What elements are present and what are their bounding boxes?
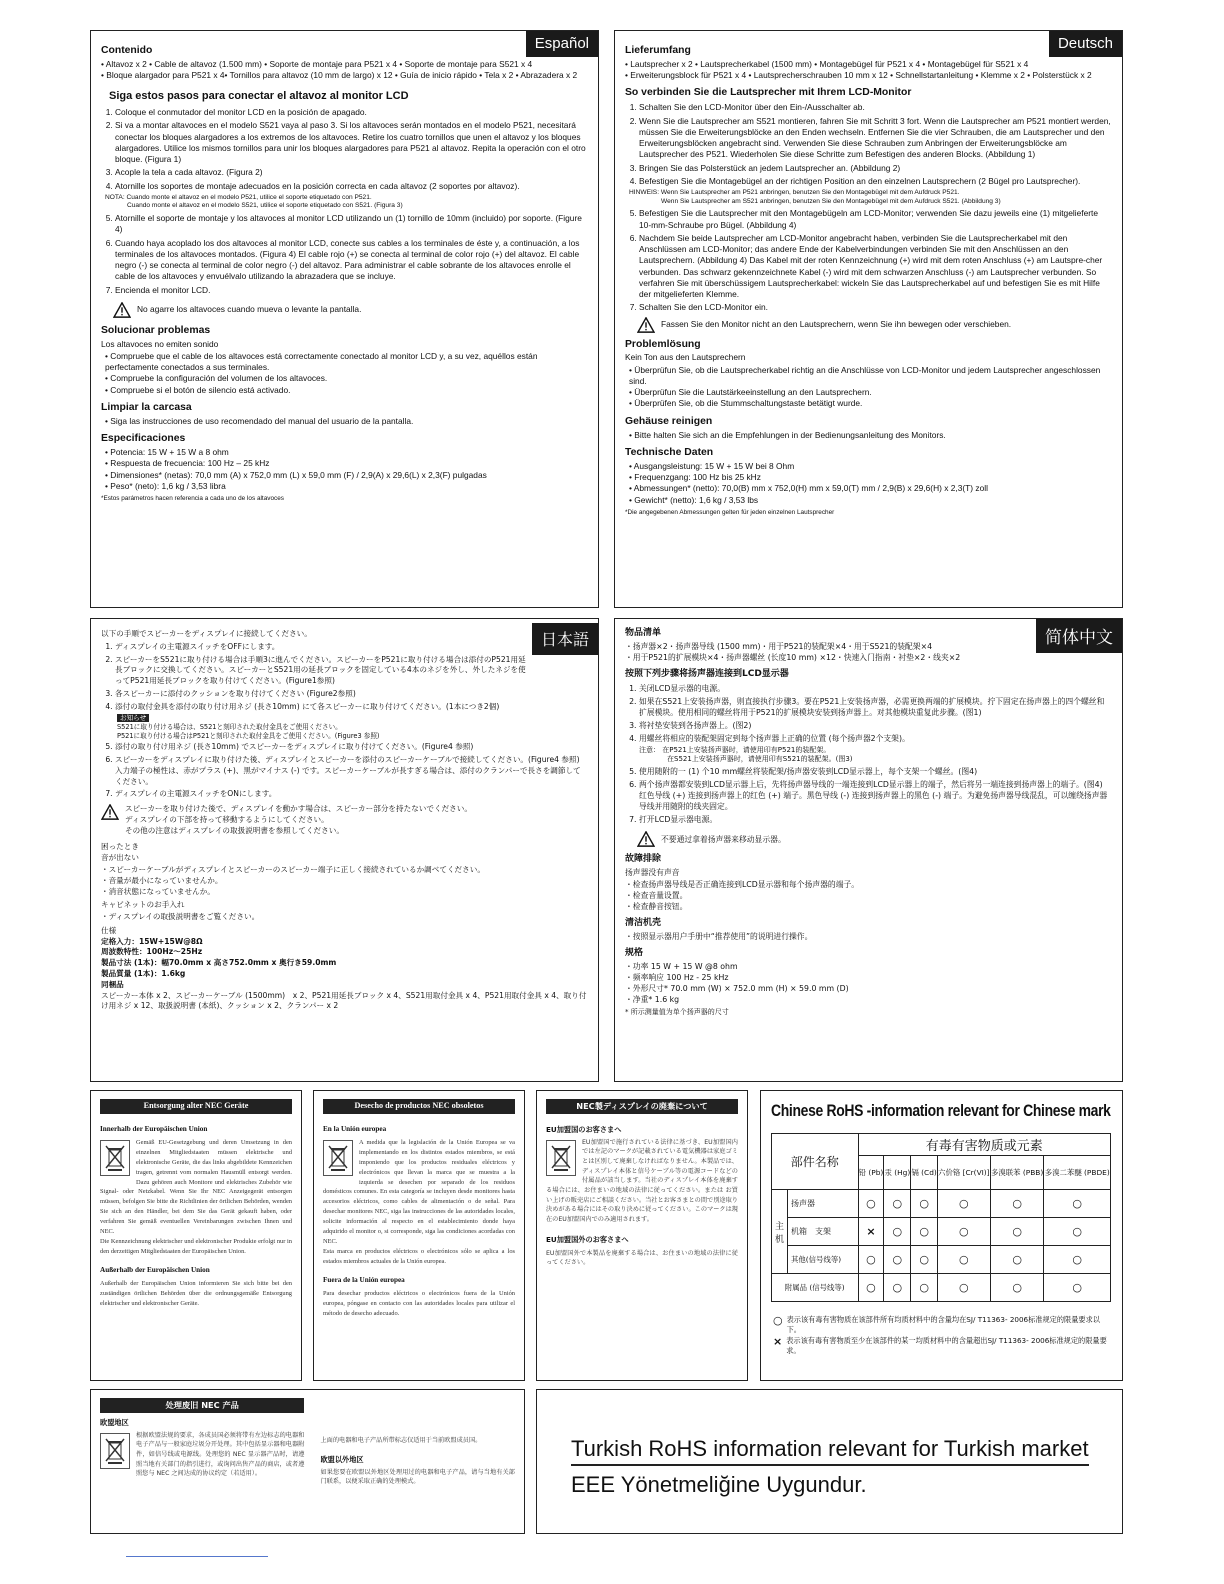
troubleshoot-subtitle: Los altavoces no emiten sonido <box>101 338 219 349</box>
contents-line: • Erweiterungsblock für P521 x 4 • Lautsprecherschrauben 10 mm x 12 • Schnellstartanleitung • Klemme x 2 • Polsterstück x 2 <box>625 70 1092 81</box>
step-item: 4. Befestigen Sie die Montagebügel an der richtigen Position an den einzelnen Lautsprechern (2 Bügel pro Lautsprecher). <box>639 176 1112 187</box>
weee-bin-icon <box>100 1433 130 1469</box>
warning: No agarre los altavoces cuando mueva o levante la pantalla. <box>113 302 588 318</box>
warning: Fassen Sie den Monitor nicht an den Lautsprechern, wenn Sie ihn bewegen oder verschieben. <box>637 317 1112 333</box>
rohs-title: Chinese RoHS -information relevant for Chinese mark <box>771 1101 1111 1120</box>
disposal-title: NEC製ディスプレイの廃棄について <box>546 1099 738 1114</box>
language-tab-spanish: Español <box>526 31 598 57</box>
language-tab-japanese: 日本語 <box>532 623 598 655</box>
step-item: 1. 关闭LCD显示器的电源。 <box>639 683 1112 694</box>
cleaning-title: Gehäuse reinigen <box>625 415 713 427</box>
step-item: 6. 两个扬声器都安装到LCD显示器上后，先将扬声器导线的一端连接到LCD显示器上的端子，然后将另一端连接到扬声器上的端子。(图4) 红色导线 (+) 连接到扬声器上的红色 (+) 端子。黑色导线 (-) 连接到扬声器上的黑色 (-) 端子。为避免扬声器导线混乱，可以缠绕扬声器导线并用随附的线夹固定。 <box>639 779 1112 812</box>
cleaning-title: キャビネットのお手入れ <box>101 900 185 910</box>
intro: 以下の手順でスピーカーをディスプレイに接続してください。 <box>101 629 312 638</box>
panel-spanish <box>90 30 599 608</box>
warning-icon <box>637 831 655 847</box>
step-item: 1. Schalten Sie den LCD-Monitor über den Ein-/Ausschalter ab. <box>639 102 1112 113</box>
specs-title: 仕様 <box>101 925 117 935</box>
step-item: 2. Wenn Sie die Lautsprecher am S521 montieren, fahren Sie mit Schritt 3 fort. Wenn die Lautsprecher am P521 montiert werden, müssen Sie die Erweiterungsblöcke an den Enden wechseln. Entfernen Sie die vier Schrauben, die am Lautsprecher und den Erweiterungsblöcken angebracht sind. Verwenden Sie diese Schrauben zum Anbringen der Erweiterungsblöcke am Lautsprecher des P521. Wiederholen Sie diese Schritte zum Befestigen des anderen Blocks. (Abbildung 1) <box>639 116 1112 161</box>
note: お知らせ S521に取り付ける場合は、S521と刻印された取付金具をご使用ください。 P521に取り付ける場合はP521と刻印された取付金具をご使用ください。(Figure3 参照) <box>117 714 380 740</box>
table-row: 其他(信号线等) ○ ○ ○ ○ ○ ○ <box>772 1246 1111 1274</box>
step-item: 5. Befestigen Sie die Lautsprecher mit den Montagebügeln am LCD-Monitor; verwenden Sie dazu jeweils eine (1) mitgelieferte 10-mm-Schraube pro Bügel. (Abbildung 4) <box>639 208 1112 231</box>
footer-rule <box>126 1556 268 1557</box>
steps-list <box>115 742 588 800</box>
contents-line: ・扬声器×2・扬声器导线 (1500 mm)・用于P521的装配架×4・用于S521的装配架×4 <box>625 641 933 651</box>
step-item: 2. Si va a montar altavoces en el modelo S521 vaya al paso 3. Si los altavoces serán montados en el modelo P521, necesitará conectar los bloques alargadores a los extremos de los altavoces. Retire los cuatro tornillos que unen el altavoz y los bloques alargadores. Utilice los mismos tornillos para unir los bloques alargadores para P521 al altavoz. Repita la operación con el otro bloque. (Figura 1) <box>115 120 588 165</box>
step-item: 4. Atornille los soportes de montaje adecuados en la posición correcta en cada altavoz (2 soportes por altavoz). <box>115 181 588 192</box>
steps-list <box>639 102 1112 187</box>
warning: 不要通过拿着扬声器来移动显示器。 <box>637 831 1112 847</box>
weee-bin-icon <box>100 1140 130 1176</box>
footnote: * 所示测量值为单个扬声器的尺寸 <box>625 1008 729 1017</box>
step-item: 5. Atornille el soporte de montaje y los altavoces al monitor LCD utilizando un (1) tornillo de 10mm (incluido) por soporte. (Figure 4) <box>115 213 588 236</box>
note: NOTA: Cuando monte el altavoz en el modelo P521, utilice el soporte etiquetado con P521. Cuando monte el altavoz en el modelo S521, utilice el soporte etiquetado con S521. (Figura 3) <box>105 193 403 210</box>
contents-line: ・用于P521的扩展模块×4・扬声器螺丝 (长度10 mm) ×12・快速入门指南・衬垫×2・线夹×2 <box>625 652 961 662</box>
step-item: 3. 将衬垫安装到各扬声器上。(图2) <box>639 720 1112 731</box>
troubleshoot-list: • Compruebe que el cable de los altavoces está correctamente conectado al monitor LCD y, a su vez, aquéllos están perfectamente conectados a sus terminales. • Compruebe la configuración del volumen de los altavoces. • Compruebe si el botón de silencio está activado. <box>105 351 588 396</box>
language-tab-chinese: 简体中文 <box>1036 619 1122 653</box>
cleaning-title: 清洁机壳 <box>625 918 662 929</box>
warning: スピーカーを取り付けた後で、ディスプレイを動かす場合は、スピーカー部分を持たないでください。 ディスプレイの下部を持って移動するようにしてください。 その他の注意はディスプレイの取扱説明書を参照してください。 <box>101 804 588 836</box>
step-item: 1. ディスプレイの主電源スイッチをOFFにします。 <box>115 642 528 653</box>
turkish-rohs-title: Turkish RoHS information relevant for Turkish market <box>571 1436 1089 1466</box>
panel-japanese <box>90 618 599 1082</box>
disposal-spanish: Desecho de productos NEC obsoletos En la Unión europea A medida que la legislación de la Unión Europea se va implementando en los distintos estados miembros, se está imponiendo que los productos residuales eléctricos y electrónicos que llevan la marca que se muestra a la izquierda se desechen por separado de los residuos domésticos comunes. En esta categoría se incluyen desde monitores hasta accesorios eléctricos, como cables de alimentación o de señal. Para desechar monitores NEC, siga las instrucciones de las autoridades locales, solicite información al respecto en el establecimiento donde haya adquirido el monitor o, si corresponde, siga las condiciones acordadas con NEC. Esta marca en productos eléctricos o electrónicos sólo se aplica a los estados miembros actuales de la Unión europea. Fuera de la Unión europea Para desechar productos eléctricos o electrónicos fuera de la Unión europea, póngase en contacto con las autoridades locales para utilizar el método de desecho adecuado. <box>313 1090 525 1381</box>
troubleshoot-title: Problemlösung <box>625 338 701 350</box>
turkish-rohs-panel <box>536 1389 1123 1534</box>
steps-list <box>115 107 588 192</box>
steps-title: Siga estos pasos para conectar el altavoz al monitor LCD <box>109 90 409 103</box>
step-item: 5. 添付の取り付け用ネジ (長さ10mm) でスピーカーをディスプレイに取り付けてください。(Figure4 参照) <box>115 742 588 753</box>
step-item: 1. Coloque el conmutador del monitor LCD en la posición de apagado. <box>115 107 588 118</box>
language-tab-german: Deutsch <box>1049 31 1122 57</box>
warning-icon <box>113 302 131 318</box>
step-item: 4. 添付の取付金具を添付の取り付け用ネジ (長さ10mm) にて各スピーカーに取り付けてください。(1本につき2個) <box>115 702 528 713</box>
disposal-title: Entsorgung alter NEC Geräte <box>100 1099 292 1114</box>
step-item: 7. 打开LCD显示器电源。 <box>639 814 1112 825</box>
weee-bin-icon <box>323 1140 353 1176</box>
steps-title: 按照下列步骤将扬声器连接到LCD显示器 <box>625 668 789 679</box>
bundle-title: 同梱品 <box>101 979 124 989</box>
contents-line: • Altavoz x 2 • Cable de altavoz (1.500 mm) • Soporte de montaje para P521 x 4 • Soporte de montaje para S521 x 4 <box>101 58 533 69</box>
bundle-text: スピーカー本体 x 2、スピーカーケーブル (1500mm) x 2、P521用延長ブロック x 4、S521用取付金具 x 4、P521用取付金具 x 4、取り付け用ネジ x 12、取扱説明書 (本紙)、クッション x 2、クランパー x 2 <box>101 990 587 1011</box>
footnote: *Die angegebenen Abmessungen gelten für jeden einzelnen Lautsprecher <box>625 508 835 516</box>
contents-title: Contenido <box>101 45 153 56</box>
specs-list: 定格入力：15W+15W@8Ω 周波数特性：100Hz～25Hz 製品寸法 (1本)：幅70.0mm x 高さ752.0mm x 奥行き59.0mm 製品質量 (1本)：1.6kg <box>101 936 337 978</box>
disposal-japanese: NEC製ディスプレイの廃棄について EU加盟国のお客さまへ EU加盟国で施行されている法律に基づき、EU加盟国内では左記のマークが記載されている電気機器は家庭ゴミとは区別して廃棄しなければなりません。本製品では、ディスプレイ本体と信号ケーブル等の電源コードなどの付属品が該当します。当社のディスプレイ本体を廃棄する場合には、お住まいの地域の法律に従ってください。または お買い上げの販売店にご相談ください。当社とお客さまとの間で別途取り決めがある場合にはその取り決めに従ってください。このマークは現在のEU加盟国内でのみ適用されます。 EU加盟国外のお客さまへ EU加盟国外で本製品を廃棄する場合は、お住まいの地域の法律に従ってください。 <box>536 1090 748 1381</box>
rohs-legend: ○ 表示该有毒有害物质在该部件所有均质材料中的含量均在SJ/ T11363- 2006标准规定的限量要求以下。 × 表示该有毒有害物质至少在该部件的某一均质材料中的含量超出SJ/ T11363- 2006标准规定的限量要求。 <box>773 1314 1107 1356</box>
step-item: 6. Nachdem Sie beide Lautsprecher am LCD-Monitor angebracht haben, verbinden Sie die Lautsprecherkabel mit den Anschlüssen am LCD-Monitor; das andere Ende der Kabelverbindungen verbinden Sie mit den Anschlüssen an den Lautsprechern. (Abbildung 4) Das Kabel mit der roten Kennzeichnung (+) wird mit dem roten Anschluss (+) am Lautspre-cher verbunden. Das schwarz gekennzeichnete Kabel (-) wird mit dem schwarzen Anschluss (-) am Lautsprecher verbunden. So verfahren Sie mit überschüssigem Lautsprecherkabel: wickeln Sie das Lautsprecherkabel auf und befestigen Sie es mit Hilfe der mitgelieferten Klemme. <box>639 233 1112 301</box>
step-item: 3. Acople la tela a cada altavoz. (Figura 2) <box>115 167 588 178</box>
disposal-title: 处理废旧 NEC 产品 <box>100 1398 304 1413</box>
weee-bin-icon <box>546 1140 576 1176</box>
cleaning-text: • Bitte halten Sie sich an die Empfehlungen in der Bedienungsanleitung des Monitors. <box>629 430 1112 441</box>
group-label: 主机 <box>772 1190 788 1274</box>
cleaning-text: • Siga las instrucciones de uso recomendado del manual del usuario de la pantalla. <box>105 416 588 427</box>
contents-title: Lieferumfang <box>625 45 691 56</box>
contents-line: • Lautsprecher x 2 • Lautsprecherkabel (1500 mm) • Montagebügel für P521 x 4 • Montagebügel für S521 x 4 <box>625 58 1029 69</box>
step-item: 7. Encienda el monitor LCD. <box>115 285 588 296</box>
step-item: 5. 使用随附的一 (1) 个10 mm螺丝将装配架/扬声器安装到LCD显示器上，每个支架一个螺丝。(图4) <box>639 766 1112 777</box>
table-row: 附属品 (信号线等) ○ ○ ○ ○ ○ ○ <box>772 1274 1111 1302</box>
part-name-header: 部件名称 <box>772 1134 859 1190</box>
specs-title: Especificaciones <box>101 433 186 445</box>
disposal-title: Desecho de productos NEC obsoletos <box>323 1099 515 1114</box>
step-item: 4. 用螺丝将相应的装配架固定到每个扬声器上正确的位置 (每个扬声器2个支架)。 <box>639 733 1112 744</box>
contents-line: • Bloque alargador para P521 x 4• Tornillos para altavoz (10 mm de largo) x 12 • Guía de inicio rápido • Tela x 2 • Abrazadera x 2 <box>101 70 578 81</box>
hazard-header: 有毒有害物质或元素 <box>858 1134 1110 1156</box>
cleaning-text: ・ 按照显示器用户手册中“推荐使用”的说明进行操作。 <box>625 931 1112 942</box>
turkish-rohs-subtitle: EEE Yönetmeliğine Uygundur. <box>571 1472 867 1497</box>
specs-list: • Ausgangsleistung: 15 W + 15 W bei 8 Ohm • Frequenzgang: 100 Hz bis 25 kHz • Abmessungen* (netto): 70,0(B) mm x 752,0(H) mm x 59,0(T) mm / 2,9(B) x 29,6(H) x 2,3(T) zoll • Gewicht* (netto): 1,6 kg / 3,53 lbs <box>629 461 1112 506</box>
troubleshoot-title: 困ったとき <box>101 842 139 852</box>
step-item: 7. ディスプレイの主電源スイッチをONにします。 <box>115 789 588 800</box>
cleaning-title: Limpiar la carcasa <box>101 401 192 413</box>
contents-title: 物品清单 <box>625 628 662 638</box>
note-label: お知らせ <box>117 714 149 722</box>
steps-title: So verbinden Sie die Lautsprecher mit Ihrem LCD-Monitor <box>625 87 912 99</box>
steps-list <box>639 683 1112 744</box>
specs-list: • Potencia: 15 W + 15 W a 8 ohm • Respuesta de frecuencia: 100 Hz – 25 kHz • Dimensiones* (netas): 70,0 mm (A) x 752,0 mm (L) x 59,0 mm (F) / 2,9(A) x 29,6(L) x 2,3(F) pulgadas • Peso* (neto): 1,6 kg / 3,53 libra <box>105 447 588 492</box>
disposal-german: Entsorgung alter NEC Geräte Innerhalb der Europäischen Union Gemäß EU-Gesetzgebung und deren Umsetzung in den einzelnen Mitgliedstaaten müssen elektrische und elektronische Geräte, die das links abgebildete Kennzeichen tragen, getrennt vom normalen Hausmüll entsorgt werden. Dazu gehören auch Monitore und elektrisches Zubehör wie Signal- oder Netzkabel. Wenn Sie Ihr NEC Anzeigegerät entsorgen müssen, befolgen Sie bitte die Richtlinien der örtlichen Behörden, wenden Sie sich an den Händler, bei dem Sie das Gerät gekauft haben, oder verfahren Sie gemäß eventuellen Vereinbarungen zwischen Ihnen und NEC. Die Kennzeichnung elektrischer und elektronischer Produkte erfolgt nur in den derzeitigen Mitgliedstaaten der Europäischen Union. Außerhalb der Europäischen Union Außerhalb der Europäischen Union informieren Sie sich bitte bei den zuständigen örtlichen Behörden über die ordnungsgemäße Entsorgung elektrischer und elektronischer Geräte. <box>90 1090 302 1381</box>
table-row: 主机 扬声器 ○ ○ ○ ○ ○ ○ <box>772 1190 1111 1218</box>
panel-chinese <box>614 618 1123 1082</box>
step-item: 3. Bringen Sie das Polsterstück an jedem Lautsprecher an. (Abbildung 2) <box>639 163 1112 174</box>
steps-list <box>639 208 1112 313</box>
note: 注意： 在P521上安装扬声器时，请使用印有P521的装配架。 在S521上安装扬声器时，请使用印有S521的装配架。(图3) <box>639 745 853 764</box>
step-item: 6. スピーカーをディスプレイに取り付けた後、ディスプレイとスピーカーを添付のスピーカーケーブルで接続してください。(Figure4 参照) 入力端子の極性は、赤がプラス (+)、黒がマイナス (-) です。スピーカーケーブルが長すぎる場合は、添付のクランパーで長さを調節してください。 <box>115 755 588 787</box>
troubleshoot-subtitle: Kein Ton aus den Lautsprechern <box>625 352 746 363</box>
specs-title: 规格 <box>625 948 644 959</box>
troubleshoot-subtitle: 音が出ない <box>101 853 139 863</box>
troubleshoot-title: Solucionar problemas <box>101 324 211 336</box>
rohs-table: 部件名称 有毒有害物质或元素 铅 (Pb) 汞 (Hg) 镉 (Cd) 六价铬 [Cr(VI)] 多溴联苯 (PBB) 多溴二苯醚 (PBDE) 主机 扬声器 ○ ○ ○ ○ ○ ○ 机箱 支架 × ○ ○ ○ ○ ○ 其他(信号线等) ○ ○ ○ ○ ○ ○ 附属品 (信号线等) ○ ○ ○ ○ ○ ○ <box>771 1133 1111 1302</box>
warning-icon <box>637 317 655 333</box>
troubleshoot-list: ・ 检查扬声器导线是否正确连接到LCD显示器和每个扬声器的端子。 ・ 检查音量设置。 ・ 检查静音按钮。 <box>625 879 1112 912</box>
step-item: 2. スピーカーをS521に取り付ける場合は手順3に進んでください。スピーカーをP521に取り付ける場合は添付のP521用延長ブロックに交換してください。スピーカーとS521用の延長ブロックを固定している4本のネジを外し、外したネジを使ってP521用延長ブロックを取り付けてください。(Figure1参照) <box>115 655 528 687</box>
step-item: 3. 各スピーカーに添付のクッションを取り付けてください (Figure2参照) <box>115 689 528 700</box>
table-row: 机箱 支架 × ○ ○ ○ ○ ○ <box>772 1218 1111 1246</box>
troubleshoot-list: ・ スピーカーケーブルがディスプレイとスピーカーのスピーカー端子に正しく接続されているか調べてください。 ・ 音量が最小になっていませんか。 ・ 消音状態になっていませんか。 <box>101 865 588 897</box>
steps-list <box>115 642 528 713</box>
panel-german <box>614 30 1123 608</box>
troubleshoot-list: • Überprüfun Sie, ob die Lautsprecherkabel richtig an die Anschlüsse von LCD-Monitor und jedem Lautsprecher angeschlossen sind. • Überprüfun Sie die Lautstärkeeinstellung an den Lautsprechern. • Überprüfen Sie, ob die Stummschaltungstaste betätigt wurde. <box>629 365 1112 410</box>
note: HINWEIS: Wenn Sie Lautsprecher am P521 anbringen, benutzen Sie den Montagebügel mit dem Aufdruck P521. Wenn Sie Lautsprecher am S521 anbringen, benutzen Sie den Montagebügel mit dem Aufdruck S521. (Abbildung 3) <box>629 189 1001 205</box>
troubleshoot-title: 故障排除 <box>625 854 662 865</box>
footnote: *Estos parámetros hacen referencia a cada uno de los altavoces <box>101 495 284 503</box>
chinese-rohs-panel <box>760 1090 1123 1381</box>
steps-list <box>639 766 1112 825</box>
specs-title: Technische Daten <box>625 446 714 458</box>
troubleshoot-subtitle: 扬声器没有声音 <box>625 868 680 878</box>
step-item: 6. Cuando haya acoplado los dos altavoces al monitor LCD, conecte sus cables a los terminales de éste y, a continuación, a los terminales de los altavoces montados. (Figura 4) El cable rojo (+) se conecta al terminal de color rojo (+) del altavoz. El cable negro (-) se conecta al terminal de color negro (-) del altavoz. Para administrar el cable sobrante de los altavoces enrolle el cable de los altavoces y envuélvalo utilizando la abrazadera que se incluye. <box>115 238 588 283</box>
cleaning-text: ・ ディスプレイの取扱説明書をご覧ください。 <box>101 912 588 923</box>
step-item: 2. 如果在S521上安装扬声器，则直接执行步骤3。要在P521上安装扬声器，必需更换两端的扩展模块。拧下固定在扬声器上的四个螺丝和扩展模块。使用相同的螺丝将用于P521的扩展模块安装到扬声器上。对其他模块重复此步骤。(图1) <box>639 696 1112 718</box>
warning-icon <box>101 804 119 820</box>
steps-list <box>115 213 588 296</box>
disposal-chinese: 处理废旧 NEC 产品 欧盟地区 根据欧盟法规的要求，各成员国必须将带有左边标志的电器和电子产品与一般家庭垃圾分开处理。其中包括显示器和电器附件，如信号线或电源线。处理您的 NEC 显示器产品时，请遵照当地有关部门的指引进行，或询问出售产品的商店，或者遵照您与 NEC 之间达成的协议约定（若适用）。 上面的电器和电子产品所带标志仅适用于当前欧盟成员国。 欧盟以外地区 如果您要在欧盟以外地区处理用过的电器和电子产品，请与当地有关部门联系，以便采取正确的处理模式。 <box>90 1389 525 1534</box>
specs-list: ・ 功率 15 W + 15 W @8 ohm ・ 频率响应 100 Hz - 25 kHz ・ 外形尺寸* 70.0 mm (W) × 752.0 mm (H) × 59.0 mm (D) ・ 净重* 1.6 kg <box>625 961 1112 1005</box>
step-item: 7. Schalten Sie den LCD-Monitor ein. <box>639 302 1112 313</box>
